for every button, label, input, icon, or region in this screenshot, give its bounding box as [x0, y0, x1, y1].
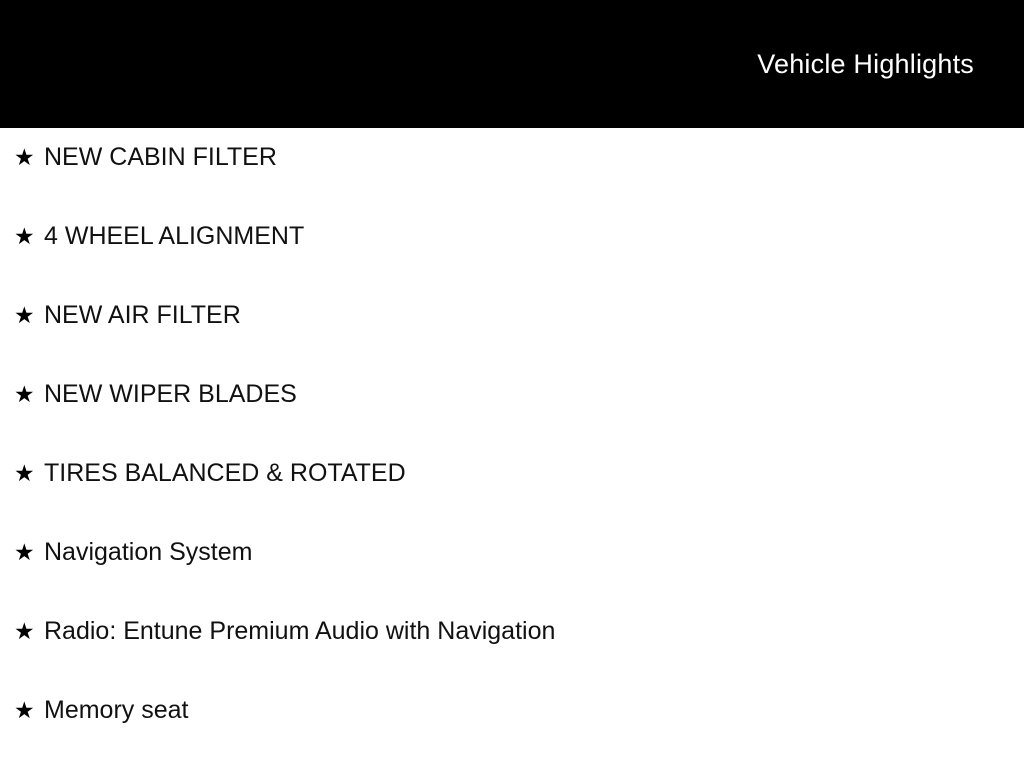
list-item	[0, 695, 1024, 774]
star-icon: ★	[14, 381, 35, 407]
list-item	[0, 300, 1024, 379]
star-icon: ★	[14, 223, 35, 249]
list-item	[0, 221, 1024, 300]
highlight-label: TIRES BALANCED & ROTATED	[44, 459, 406, 487]
highlight-label: NEW CABIN FILTER	[44, 143, 277, 171]
star-icon: ★	[14, 302, 35, 328]
highlight-label: NEW WIPER BLADES	[44, 380, 297, 408]
highlight-label: Radio: Entune Premium Audio with Navigation	[44, 617, 556, 645]
highlight-label: Memory seat	[44, 696, 189, 724]
star-icon: ★	[14, 618, 35, 644]
list-item	[0, 142, 1024, 221]
list-item	[0, 616, 1024, 695]
star-icon: ★	[14, 697, 35, 723]
highlight-label: 4 WHEEL ALIGNMENT	[44, 222, 305, 250]
star-icon: ★	[14, 539, 35, 565]
list-item	[0, 537, 1024, 616]
highlight-label: NEW AIR FILTER	[44, 301, 241, 329]
star-icon: ★	[14, 144, 35, 170]
page-title: Vehicle Highlights	[757, 48, 974, 79]
star-icon: ★	[14, 460, 35, 486]
vehicle-highlights-list	[0, 128, 1024, 774]
header-bar	[0, 0, 1024, 128]
list-item	[0, 458, 1024, 537]
highlight-label: Navigation System	[44, 538, 253, 566]
list-item	[0, 379, 1024, 458]
